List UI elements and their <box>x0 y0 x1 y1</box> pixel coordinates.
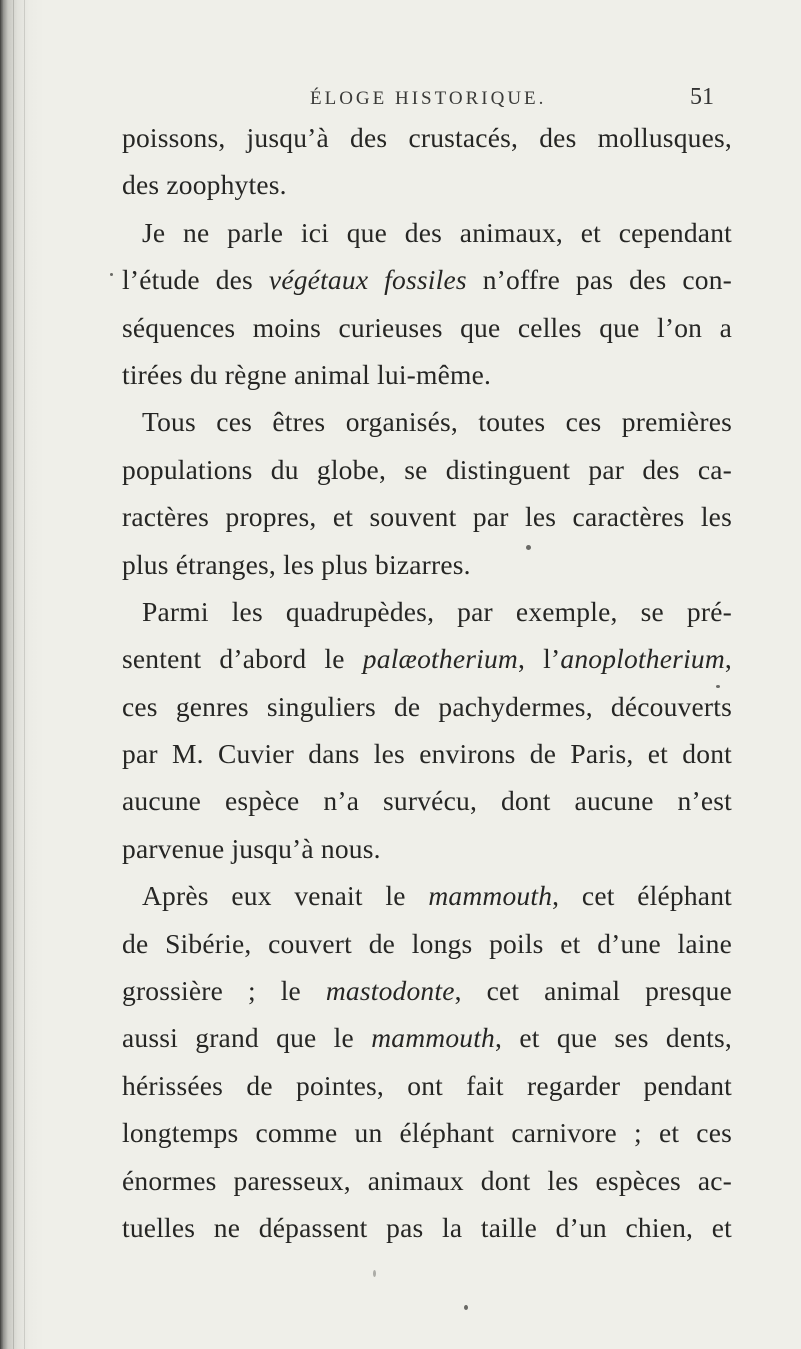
page-binding-shadow <box>0 0 44 1349</box>
italic-term: mammouth <box>371 1022 496 1054</box>
text-line: grossière ; le mastodonte, cet animal presque <box>122 975 732 1007</box>
text-line: aussi grand que le mammouth, et que ses dents, <box>122 1022 732 1054</box>
text-line: par M. Cuvier dans les environs de Paris, et dont <box>122 738 732 770</box>
text-line: populations du globe, se distinguent par des ca- <box>122 453 732 485</box>
body-text <box>122 114 732 1251</box>
paper-speck <box>373 1270 376 1277</box>
text-line: l’étude des végétaux fossiles n’offre pas des con- <box>122 264 732 296</box>
binding-line <box>2 0 3 1349</box>
italic-term: mammouth <box>428 880 553 912</box>
text-line: parvenue jusqu’à nous. <box>122 832 381 864</box>
page-number: 51 <box>690 84 714 110</box>
paper-speck <box>716 685 720 688</box>
text-line: poissons, jusqu’à des crustacés, des mollusques, <box>122 122 732 153</box>
text-line: ces genres singuliers de pachydermes, découverts <box>122 690 732 722</box>
text-line: de Sibérie, couvert de longs poils et d’une laine <box>122 927 732 959</box>
paper-speck <box>110 273 113 276</box>
paper-speck <box>464 1305 468 1310</box>
text-line: Tous ces êtres organisés, toutes ces premières <box>142 406 732 438</box>
italic-term: palæotherium <box>362 643 518 675</box>
text-line: Je ne parle ici que des animaux, et cependant <box>142 216 732 248</box>
italic-term: mastodonte <box>325 975 455 1007</box>
italic-term: anoplotherium <box>560 643 725 675</box>
text-line: plus étranges, les plus bizarres. <box>122 548 471 580</box>
text-line: séquences moins curieuses que celles que l’on a <box>122 311 732 343</box>
text-line: sentent d’abord le palæotherium, l’anoplotherium, <box>122 643 732 675</box>
text-line: tirées du règne animal lui-même. <box>122 358 492 390</box>
text-line: énormes paresseux, animaux dont les espèces ac- <box>122 1164 732 1196</box>
text-line: aucune espèce n’a survécu, dont aucune n’est <box>122 785 732 817</box>
binding-line <box>13 0 14 1349</box>
running-head: ÉLOGE HISTORIQUE. <box>310 88 547 109</box>
paper-speck <box>526 545 531 550</box>
italic-term: végétaux fossiles <box>268 264 467 296</box>
binding-line <box>24 0 25 1349</box>
text-line: Après eux venait le mammouth, cet éléphant <box>142 880 732 912</box>
text-line: hérissées de pointes, ont fait regarder pendant <box>122 1069 732 1101</box>
text-line: Parmi les quadrupèdes, par exemple, se pré- <box>142 595 732 627</box>
text-line: tuelles ne dépassent pas la taille d’un chien, et <box>122 1211 732 1243</box>
text-line: ractères propres, et souvent par les caractères les <box>122 501 732 533</box>
text-line: des zoophytes. <box>122 169 287 201</box>
text-line: longtemps comme un éléphant carnivore ; et ces <box>122 1117 732 1149</box>
